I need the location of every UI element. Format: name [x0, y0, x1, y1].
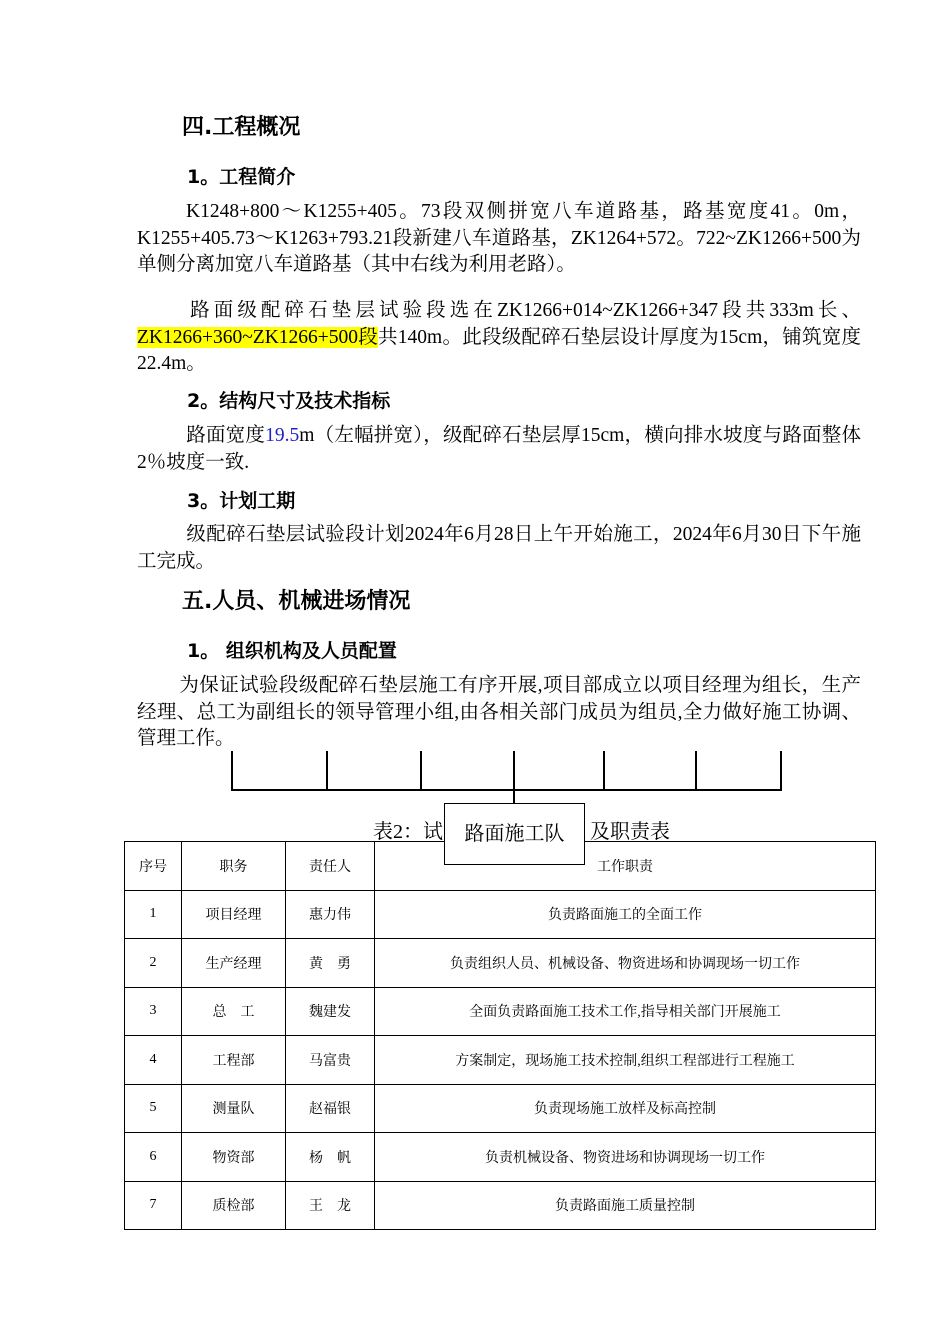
- paragraph-schedule: [137, 522, 861, 575]
- cell-duty: 全面负责路面施工技术工作,指导相关部门开展施工: [375, 987, 876, 1036]
- test-section-text-a: 路面级配碎石垫层试验段选在ZK1266+014~ZK1266+347段共333m长、: [186, 300, 861, 321]
- cell-index: 4: [125, 1036, 182, 1085]
- structure-text-a: 路面宽度: [186, 425, 266, 446]
- paragraph-structure: [137, 423, 861, 476]
- cell-index: 1: [125, 890, 182, 939]
- cell-duty: 负责组织人员、机械设备、物资进场和协调现场一切工作: [375, 939, 876, 988]
- header-position: 职务: [182, 842, 286, 891]
- cell-position: 生产经理: [182, 939, 286, 988]
- subsection-title-structure: 2。结构尺寸及技术指标: [187, 390, 391, 412]
- paragraph-organization: [137, 673, 861, 753]
- cell-position: 项目经理: [182, 890, 286, 939]
- table-row: [125, 890, 876, 939]
- cell-position: 质检部: [182, 1181, 286, 1230]
- test-section-text-b: 共140m。此段级配碎石垫层设计厚度为15cm，铺筑宽度22.4m。: [137, 326, 861, 374]
- cell-position: 总 工: [182, 987, 286, 1036]
- subsection-title-intro: 1。工程简介: [187, 166, 296, 188]
- intro-text: K1248+800～K1255+405。73段双侧拼宽八车道路基，路基宽度41。0m，K1255+405.73～K1263+793.21段新建八车道路基，ZK1264+572。722~ZK1266+500为单侧分离加宽八车道路基（其中右线为利用老路）。: [137, 201, 861, 275]
- section-title-overview: 四.工程概况: [182, 115, 301, 140]
- org-chart-connector: [603, 751, 605, 790]
- table-row: [125, 1133, 876, 1182]
- header-duty: 工作职责: [375, 842, 876, 891]
- table-caption-right: 及职责表: [590, 821, 670, 843]
- cell-position: 物资部: [182, 1133, 286, 1182]
- table-row: [125, 1036, 876, 1085]
- schedule-text: 级配碎石垫层试验段计划2024年6月28日上午开始施工，2024年6月30日下午施工完成。: [137, 524, 861, 572]
- cell-duty: 负责路面施工的全面工作: [375, 890, 876, 939]
- subsection-title-schedule: 3。计划工期: [187, 490, 296, 512]
- paragraph-test-section: [137, 298, 861, 378]
- cell-index: 3: [125, 987, 182, 1036]
- table-row: [125, 1181, 876, 1230]
- cell-duty: 负责路面施工质量控制: [375, 1181, 876, 1230]
- section-title-personnel: 五.人员、机械进场情况: [182, 589, 411, 614]
- org-chart-connector: [326, 751, 328, 790]
- highlighted-range: ZK1266+360~ZK1266+500段: [137, 326, 379, 348]
- paragraph-project-intro: [137, 199, 861, 279]
- cell-person: 赵福银: [286, 1084, 375, 1133]
- cell-person: 马富贵: [286, 1036, 375, 1085]
- road-width-value: 19.5: [265, 425, 300, 446]
- cell-person: 魏建发: [286, 987, 375, 1036]
- cell-position: 工程部: [182, 1036, 286, 1085]
- cell-person: 杨 帆: [286, 1133, 375, 1182]
- header-index: 序号: [125, 842, 182, 891]
- cell-index: 2: [125, 939, 182, 988]
- table-row: [125, 1084, 876, 1133]
- duty-table: [124, 841, 876, 1230]
- cell-duty: 负责现场施工放样及标高控制: [375, 1084, 876, 1133]
- cell-duty: 方案制定，现场施工技术控制,组织工程部进行工程施工: [375, 1036, 876, 1085]
- cell-index: 7: [125, 1181, 182, 1230]
- org-chart-connector: [695, 751, 697, 790]
- table-row: [125, 939, 876, 988]
- cell-index: 6: [125, 1133, 182, 1182]
- cell-person: 黄 勇: [286, 939, 375, 988]
- cell-position: 测量队: [182, 1084, 286, 1133]
- organization-text: 为保证试验段级配碎石垫层施工有序开展,项目部成立以项目经理为组长，生产经理、总工为副组长的领导管理小组,由各相关部门成员为组员,全力做好施工协调、管理工作。: [137, 675, 861, 749]
- table-caption-left: 表2：试: [373, 821, 443, 843]
- org-chart-connector: [231, 751, 233, 790]
- cell-person: 王 龙: [286, 1181, 375, 1230]
- org-chart-connector: [513, 751, 515, 803]
- subsection-title-organization: 1。 组织机构及人员配置: [187, 640, 397, 662]
- org-chart-connector: [420, 751, 422, 790]
- cell-person: 惠力伟: [286, 890, 375, 939]
- structure-text-b: m（左幅拼宽），级配碎石垫层厚15cm，横向排水坡度与路面整体2％坡度一致.: [137, 425, 861, 473]
- org-chart-connector: [780, 751, 782, 790]
- org-chart-baseline: [231, 789, 782, 791]
- table-row: [125, 987, 876, 1036]
- cell-duty: 负责机械设备、物资进场和协调现场一切工作: [375, 1133, 876, 1182]
- cell-index: 5: [125, 1084, 182, 1133]
- road-construction-team-box: 路面施工队: [444, 803, 585, 865]
- header-person: 责任人: [286, 842, 375, 891]
